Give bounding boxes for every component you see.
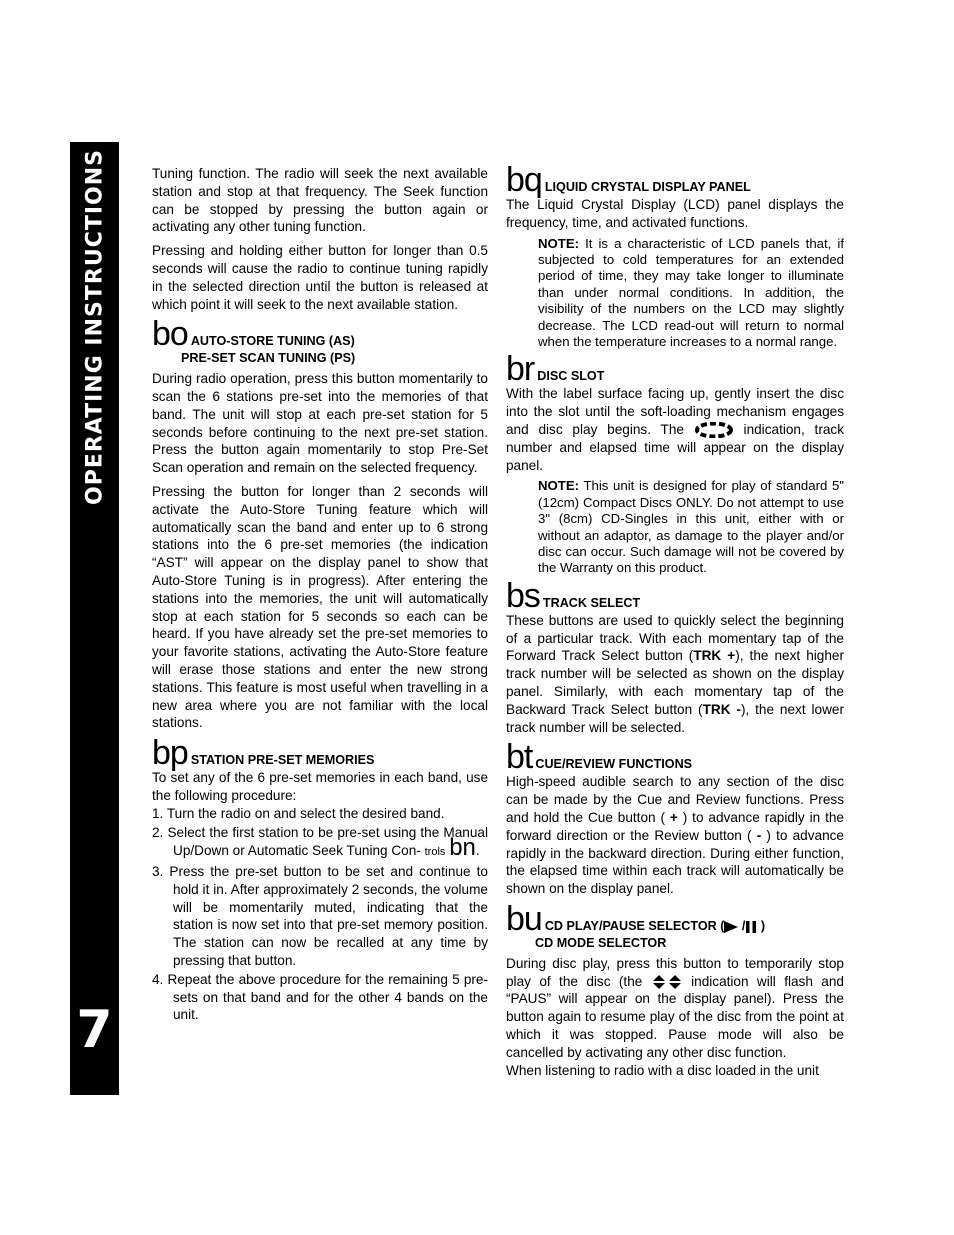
preset-step-2-controls: trols — [424, 846, 446, 859]
left-column — [152, 165, 488, 1025]
section-bu-paragraph-2: When listening to radio with a disc loaded in the unit — [506, 1062, 819, 1078]
play-pause-indicator-icon — [651, 975, 683, 989]
section-bo-paragraph-2: Pressing the button for longer than 2 seconds will activate the Auto-Store Tuning feature which will automatically scan the band and enter up to 6 strong stations into the 6 pre-set memories (the indication “AST” will appear on the display panel to show that Auto-Store Tuning is in progress). After entering the stations into the memories, the unit will automatically stop at each station for 5 seconds so each can be heard. If you have already set the pre-set memories to your favorite stations, activating the Auto-Store feature will erase those stations and enter the new strong stations. This feature is most useful when travelling in a new area where you are not familiar with the local stations. — [152, 483, 488, 731]
section-bs-text-b: ), the next higher track number will be selected as shown on the display panel. Similarly, with each momentary tap of the Backward Track Select button ( — [506, 648, 844, 717]
section-bu-heading — [506, 900, 844, 939]
section-br-title: DISC SLOT — [537, 369, 605, 384]
section-bt-text-c: ) to advance rapidly in the backward direction. During either function, the elapsed time within each track will automatically be shown on the display panel. — [506, 827, 844, 897]
preset-step-2-end: . — [475, 843, 480, 859]
page-number: 7 — [76, 1000, 113, 1060]
section-bt-paragraph — [506, 773, 844, 898]
section-bs-paragraph — [506, 612, 844, 737]
section-br-heading — [506, 350, 844, 389]
trk-minus-label: TRK - — [702, 701, 741, 717]
section-bq-heading — [506, 161, 844, 199]
section-br-note-label: NOTE: — [538, 478, 580, 494]
section-br-glyph: br — [506, 350, 535, 389]
section-bo-subtitle: PRE-SET SCAN TUNING (PS) — [181, 351, 356, 366]
section-bo-glyph: bo — [152, 315, 188, 354]
preset-step-2-text: 2. Select the first station to be pre-set using the Manual Up/Down or Automatic Seek Tuning Con- — [152, 824, 488, 859]
section-bt-heading — [506, 738, 844, 777]
section-bo-paragraph-1: During radio operation, press this button momentarily to scan the 6 stations pre-set into the memories of that band. The unit will stop at each pre-set station for 5 seconds before continuing to the next pre-set station. Press the button again momentarily to stop Pre-Set Scan operation and remain on the selected frequency. — [152, 371, 488, 476]
sidebar-title-text: OPERATING INSTRUCTIONS — [82, 149, 107, 505]
section-bp-heading — [152, 734, 488, 773]
section-bq-glyph: bq — [506, 161, 542, 199]
preset-step-4: 4. Repeat the above procedure for the remaining 5 pre-sets on that band and for the other 4 bands on the unit. — [152, 971, 488, 1023]
cue-plus-symbol: + — [669, 810, 678, 826]
section-bu-text-b: indication will flash and “PAUS” will appear on the display panel). Press the button again to resume play of the disc from the point at which it was stopped. Pause mode will also be cancelled by activating any other disc function. — [506, 973, 844, 1060]
right-column — [506, 161, 845, 1079]
section-bs-text-a: These buttons are used to quickly select the beginning of a particular track. With each momentary tap of the Forward Track Select button ( — [506, 612, 844, 664]
section-bp-title: STATION PRE-SET MEMORIES — [190, 753, 375, 768]
section-bu-title — [545, 919, 765, 933]
section-bq-note-label: NOTE: — [538, 235, 580, 251]
pause-icon — [745, 921, 757, 933]
preset-step-2 — [152, 824, 488, 863]
section-br-paragraph — [506, 385, 844, 474]
section-bp-intro: To set any of the 6 pre-set memories in each band, use the following procedure: — [152, 770, 488, 803]
section-bu-paragraph-1 — [506, 955, 844, 1062]
section-br-note-text: This unit is designed for play of standard 5" (12cm) Compact Discs ONLY. Do not attempt to use 3" (8cm) CD-Singles in this unit, either with or without an adaptor, as damage to the player and/or disc can occur. Such damage will not be covered by the Warranty on this product. — [538, 478, 844, 576]
section-bq-title: LIQUID CRYSTAL DISPLAY PANEL — [544, 180, 751, 194]
section-bu-title-c: ) — [757, 919, 766, 934]
intro-paragraph-2: Pressing and holding either button for longer than 0.5 seconds will cause the radio to continue tuning rapidly in the selected direction until the button is released at which point it will seek to the next available station. — [152, 243, 488, 312]
section-bu-subtitle: CD MODE SELECTOR — [535, 936, 667, 951]
trk-plus-label: TRK + — [693, 648, 736, 664]
section-bq-paragraph: The Liquid Crystal Display (LCD) panel displays the frequency, time, and activated functions. — [506, 197, 844, 230]
section-bo-title: AUTO-STORE TUNING (AS) — [190, 334, 355, 349]
section-bu-glyph: bu — [506, 900, 542, 939]
section-bo-heading — [152, 315, 488, 354]
intro-paragraph-1: Tuning function. The radio will seek the next available station and stop at that frequency. The Seek function can be stopped by pressing the button again or activating any other tuning function. — [152, 166, 488, 235]
disc-indicator-icon — [694, 422, 734, 438]
section-bt-glyph: bt — [506, 738, 533, 777]
section-bt-text-b: ) to advance rapidly in the forward direction or the Review button ( — [506, 810, 844, 843]
section-bq-note — [506, 236, 844, 351]
section-bu-text-a: During disc play, press this button to temporarily stop play of the disc (the — [506, 955, 844, 989]
section-br-text-b: indication, track number and elapsed time will appear on the display panel. — [506, 422, 845, 473]
section-br-note — [506, 478, 844, 576]
section-bq-note-text: It is a characteristic of LCD panels that, if subjected to cold temperatures for an extended period of time, they may take longer to illuminate than under normal conditions. In addition, the visibility of the numbers on the LCD may slightly decrease. The LCD read-out will return to normal when the temperature increases to a normal range. — [538, 235, 844, 350]
play-icon — [724, 921, 738, 933]
preset-step-2-ref: bn — [449, 834, 476, 862]
section-bu-title-a: CD PLAY/PAUSE SELECTOR ( — [544, 919, 725, 934]
section-bt-text-a: High-speed audible search to any section of the disc can be made by the Cue and Review functions. Press and hold the Cue button ( — [506, 774, 844, 826]
section-bt-title: CUE/REVIEW FUNCTIONS — [535, 757, 693, 772]
section-bp-glyph: bp — [152, 734, 188, 773]
section-bs-text-c: ), the next lower track number will be selected. — [506, 701, 844, 735]
section-bs-title: TRACK SELECT — [542, 595, 641, 610]
sidebar-title — [70, 142, 119, 562]
preset-steps-list — [152, 805, 488, 1025]
preset-step-3: 3. Press the pre-set button to be set and continue to hold it in. After approximately 2 seconds, the volume will be momentarily muted, indicating that the station is now set into that pre-set memory position. The station can now be recalled at any time by pressing that button. — [152, 864, 488, 969]
section-bs-glyph: bs — [506, 576, 540, 615]
section-br-text-a: With the label surface facing up, gently insert the disc into the slot until the soft-loading mechanism engages and disc play begins. The — [506, 386, 844, 438]
section-bu-title-b: / — [738, 919, 746, 934]
preset-step-1: 1. Turn the radio on and select the desired band. — [152, 805, 445, 821]
review-minus-symbol: - — [756, 827, 762, 843]
section-bs-heading — [506, 576, 844, 615]
